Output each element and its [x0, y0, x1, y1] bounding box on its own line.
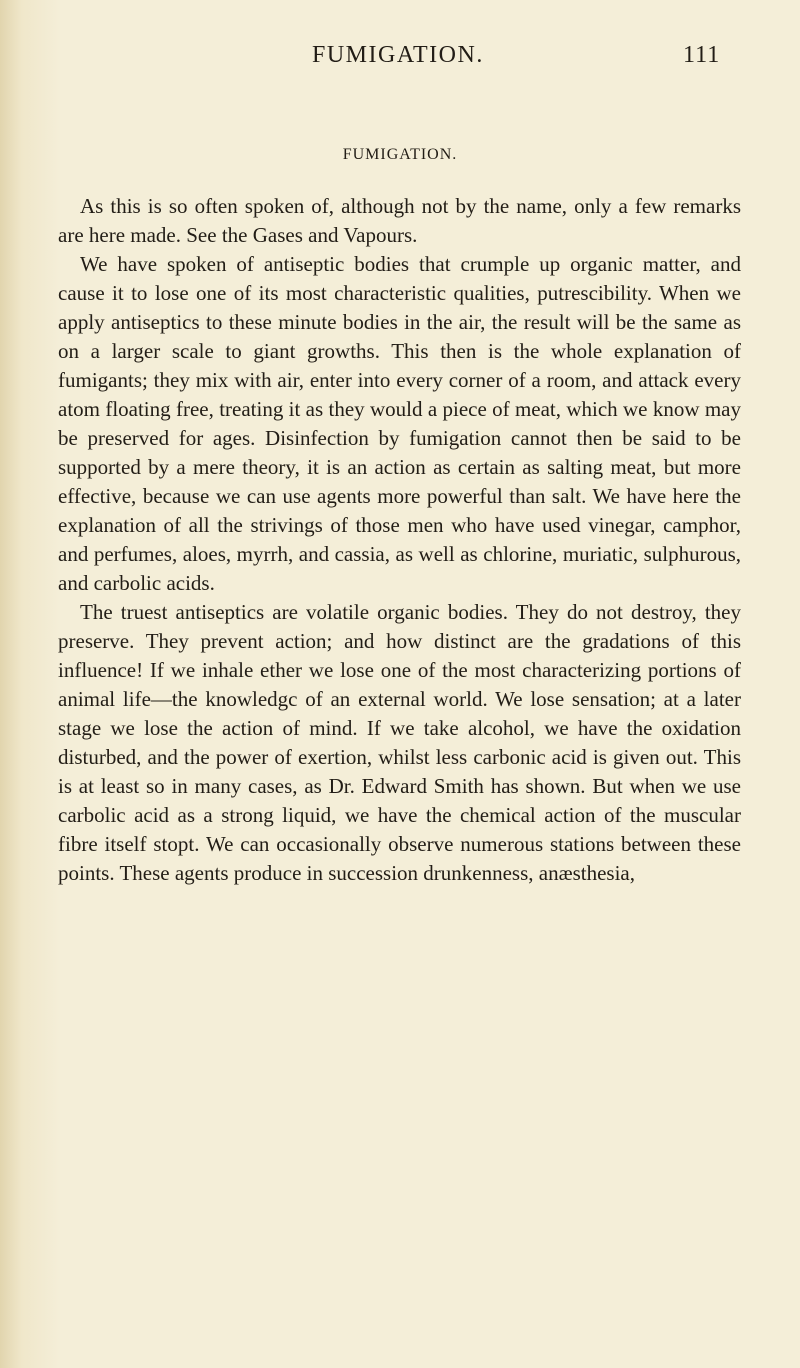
paragraph-intro: As this is so often spoken of, although not by the name, only a few remarks are here made. See the Gases and Vapours.: [58, 194, 741, 247]
running-head: [0, 42, 800, 82]
page-number: 111: [683, 42, 721, 68]
running-title: FUMIGATION.: [312, 42, 484, 68]
paragraph-antiseptics: We have spoken of antiseptic bodies that crumple up organic matter, and cause it to lose one of its most characteristic qualities, putrescibility. When we apply antiseptics to these minute bodies in the air, the result will be the same as on a larger scale to giant growths. This then is the whole explanation of fumigants; they mix with air, enter into every corner of a room, and attack every atom floating free, treating it as they would a piece of meat, which we know may be preserved for ages. Disinfection by fumigation cannot then be said to be supported by a mere theory, it is an action as certain as salting meat, but more effective, because we can use agents more powerful than salt. We have here the explanation of all the strivings of those men who have used vinegar, camphor, and perfumes, aloes, myrrh, and cassia, as well as chlorine, muriatic, sulphurous, and carbolic acids.: [58, 252, 741, 595]
paragraph-volatile-bodies: The truest antiseptics are volatile organic bodies. They do not destroy, they preserve. They prevent action; and how distinct are the gradations of this influence! If we inhale ether we lose one of the most characterizing portions of animal life—the knowledgc of an external world. We lose sensation; at a later stage we lose the action of mind. If we take alcohol, we have the oxidation disturbed, and the power of exertion, whilst less carbonic acid is given out. This is at least so in many cases, as Dr. Edward Smith has shown. But when we use carbolic acid as a strong liquid, we have the chemical action of the muscular fibre itself stopt. We can occasionally observe numerous stations between these points. These agents produce in succession drunkenness, anæsthesia,: [58, 600, 741, 885]
body-text: [58, 192, 741, 888]
section-heading: FUMIGATION.: [342, 146, 458, 163]
